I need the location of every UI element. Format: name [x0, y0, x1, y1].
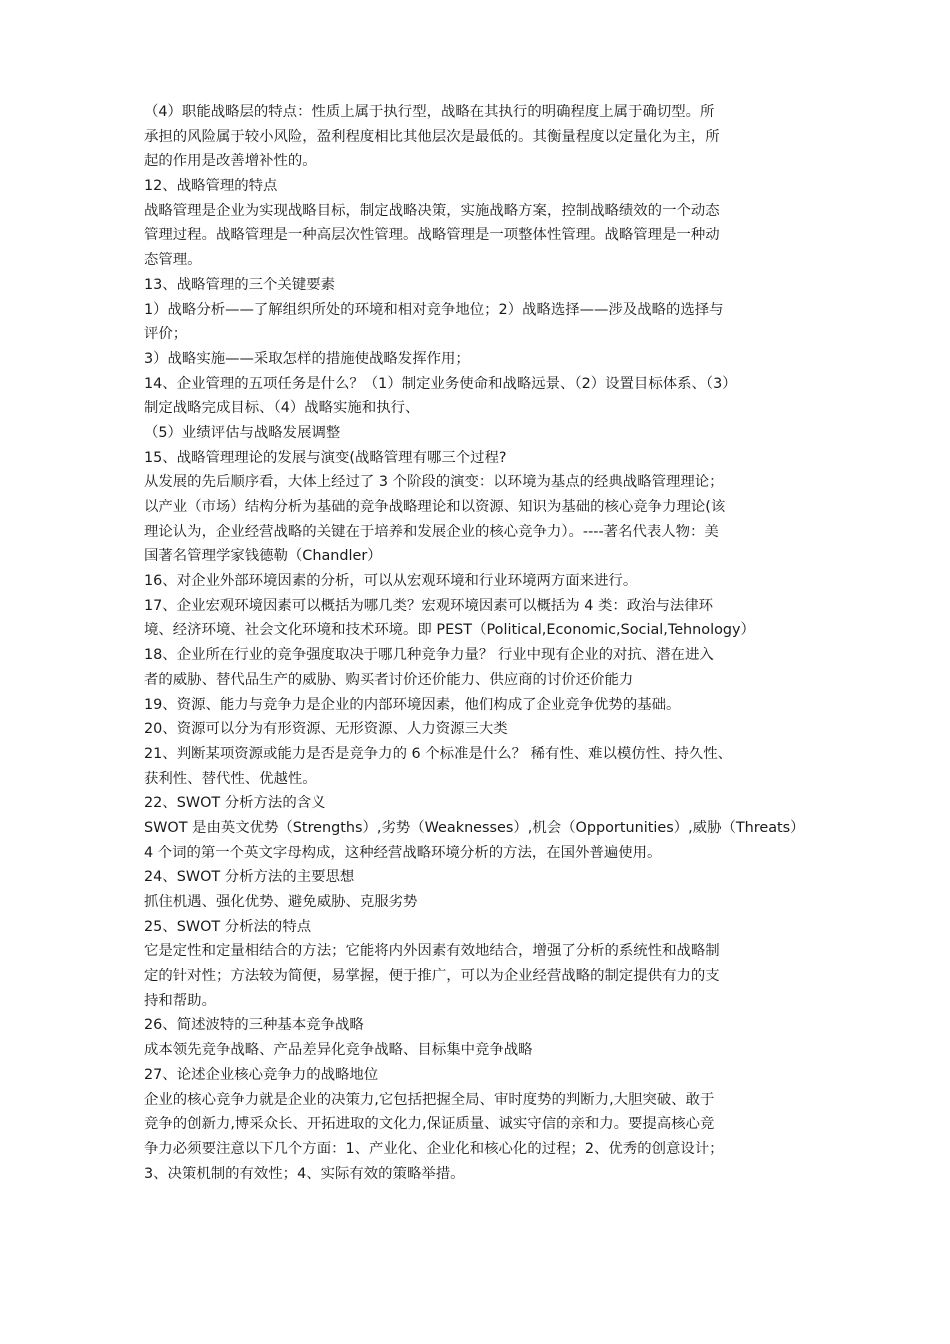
- text-line: 21、判断某项资源或能力是否是竞争力的 6 个标准是什么？ 稀有性、难以模仿性、持久性、: [144, 745, 733, 762]
- text-line: 理论认为，企业经营战略的关键在于培养和发展企业的核心竞争力）。----著名代表人物：美: [144, 523, 719, 540]
- text-line: 竞争的创新力,博采众长、开拓进取的文化力,保证质量、诚实守信的亲和力。要提高核心竞: [144, 1116, 715, 1133]
- text-line: 者的威胁、替代品生产的威胁、购买者讨价还价能力、供应商的讨价还价能力: [144, 671, 634, 688]
- text-line: 制定战略完成目标、（4）战略实施和执行、: [144, 400, 420, 417]
- document-page: [144, 100, 816, 1186]
- text-line: 从发展的先后顺序看，大体上经过了 3 个阶段的演变：以环境为基点的经典战略管理理论；: [144, 474, 724, 491]
- text-line: 承担的风险属于较小风险，盈利程度相比其他层次是最低的。其衡量程度以定量化为主，所: [144, 128, 720, 145]
- text-line: 24、SWOT 分析方法的主要思想: [144, 869, 355, 886]
- text-line: 26、简述波特的三种基本竞争战略: [144, 1017, 364, 1034]
- text-line: 态管理。: [144, 252, 202, 269]
- text-line: 18、企业所在行业的竞争强度取决于哪几种竞争力量？ 行业中现有企业的对抗、潜在进入: [144, 647, 714, 664]
- text-line: 20、资源可以分为有形资源、无形资源、人力资源三大类: [144, 721, 508, 738]
- text-line: 17、企业宏观环境因素可以概括为哪几类？宏观环境因素可以概括为 4 类：政治与法律环: [144, 597, 714, 614]
- text-line: 评价；: [144, 326, 188, 343]
- text-line: 国著名管理学家钱德勒（Chandler）: [144, 548, 382, 565]
- text-line: 12、战略管理的特点: [144, 178, 278, 195]
- text-line: 起的作用是改善增补性的。: [144, 153, 317, 170]
- text-line: 22、SWOT 分析方法的含义: [144, 795, 326, 812]
- text-line: 15、战略管理理论的发展与演变(战略管理有哪三个过程?: [144, 449, 507, 466]
- text-line: 它是定性和定量相结合的方法；它能将内外因素有效地结合，增强了分析的系统性和战略制: [144, 943, 720, 960]
- text-line: 获利性、替代性、优越性。: [144, 770, 317, 787]
- text-line: 16、对企业外部环境因素的分析，可以从宏观环境和行业环境两方面来进行。: [144, 573, 638, 590]
- text-line: 战略管理是企业为实现战略目标，制定战略决策，实施战略方案，控制战略绩效的一个动态: [144, 202, 720, 219]
- text-line: 管理过程。战略管理是一种高层次性管理。战略管理是一项整体性管理。战略管理是一种动: [144, 227, 720, 244]
- text-line: 定的针对性；方法较为简便，易掌握，便于推广，可以为企业经营战略的制定提供有力的支: [144, 968, 720, 985]
- text-line: 27、论述企业核心竞争力的战略地位: [144, 1066, 379, 1083]
- text-line: 争力必须要注意以下几个方面：1、产业化、企业化和核心化的过程；2、优秀的创意设计；: [144, 1140, 724, 1157]
- text-line: 4 个词的第一个英文字母构成，这种经营战略环境分析的方法，在国外普遍使用。: [144, 844, 662, 861]
- text-line: （4）职能战略层的特点：性质上属于执行型，战略在其执行的明确程度上属于确切型。所: [144, 104, 715, 120]
- text-line: 13、战略管理的三个关键要素: [144, 276, 335, 293]
- text-line: 1）战略分析——了解组织所处的环境和相对竞争地位；2）战略选择——涉及战略的选择与: [144, 301, 724, 318]
- text-line: 抓住机遇、强化优势、避免威胁、克服劣势: [144, 894, 418, 910]
- text-line: 19、资源、能力与竞争力是企业的内部环境因素，他们构成了企业竞争优势的基础。: [144, 696, 681, 713]
- text-line: 14、企业管理的五项任务是什么？（1）制定业务使命和战略远景、（2）设置目标体系、（3）: [144, 375, 737, 392]
- text-line: 3）战略实施——采取怎样的措施使战略发挥作用；: [144, 350, 470, 367]
- text-line: 3、决策机制的有效性；4、实际有效的策略举措。: [144, 1165, 465, 1182]
- text-line: SWOT 是由英文优势（Strengths）,劣势（Weaknesses）,机会（Opportunities）,威胁（Threats）: [144, 819, 805, 836]
- text-line: 成本领先竞争战略、产品差异化竞争战略、目标集中竞争战略: [144, 1042, 533, 1059]
- text-line: 25、SWOT 分析法的特点: [144, 918, 312, 935]
- text-line: 以产业（市场）结构分析为基础的竞争战略理论和以资源、知识为基础的核心竞争力理论(该: [144, 499, 726, 515]
- text-line: 持和帮助。: [144, 992, 216, 1009]
- text-line: （5）业绩评估与战略发展调整: [144, 424, 341, 441]
- text-line: 企业的核心竞争力就是企业的决策力,它包括把握全局、审时度势的判断力,大胆突破、敢于: [144, 1091, 715, 1108]
- text-line: 境、经济环境、社会文化环境和技术环境。即 PEST（Political,Economic,Social,Tehnology）: [144, 622, 755, 639]
